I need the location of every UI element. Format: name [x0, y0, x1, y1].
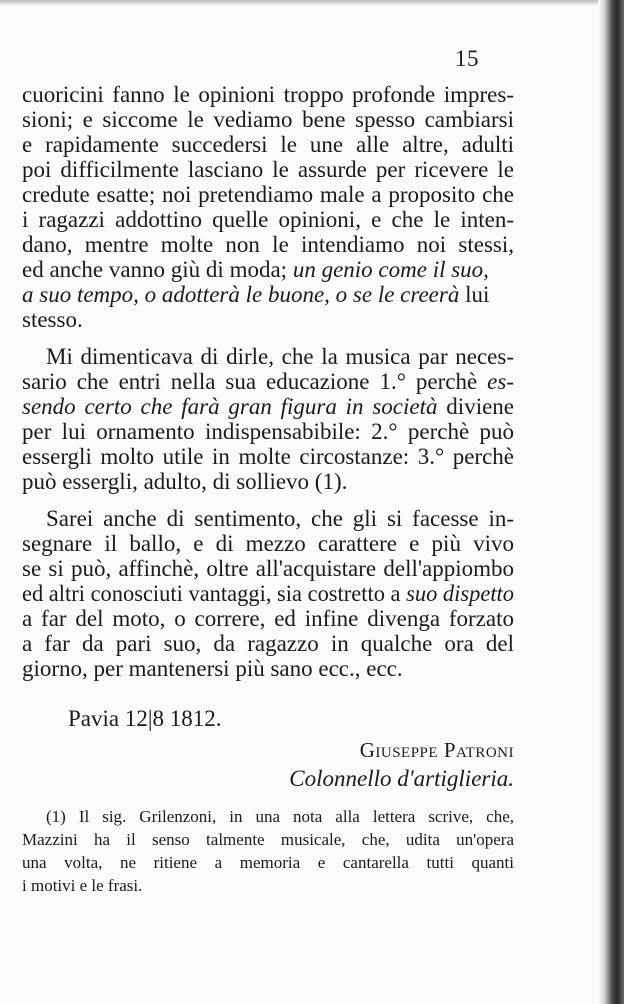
text-line: e rapidamente succedersi le une alle altre, adulti: [22, 132, 514, 157]
italic-segment: a suo tempo, o adotterà le buone, o se le creerà: [22, 282, 460, 307]
italic-segment: es-: [477, 369, 514, 394]
text-line: credute esatte; noi pretendiamo male a proposito che: [22, 182, 514, 207]
text-line-mixed: [22, 394, 514, 420]
text-segment: ed altri conosciuti vantaggi, sia costretto a: [22, 581, 401, 606]
signature-name: Giuseppe Patroni: [359, 738, 514, 762]
text-line-mixed: [22, 581, 515, 607]
text-line-mixed: [22, 282, 514, 308]
text-line: giorno, per mantenersi più sano ecc., ecc.: [22, 656, 403, 681]
text-line: a far da pari suo, da ragazzo in qualche ora del: [22, 631, 514, 656]
footnote-line: (1) Il sig. Grilenzoni, in una nota alla lettera scrive, che,: [46, 807, 514, 826]
page-number: 15: [455, 46, 479, 71]
text-line-mixed: [22, 257, 514, 283]
footnote-line: i motivi e le frasi.: [22, 876, 143, 895]
dateline: Pavia 12|8 1812.: [68, 706, 222, 731]
footnote-line: una volta, ne ritiene a memoria e cantarella tutti quanti: [22, 853, 514, 872]
signature-title: Colonnello d'artiglieria.: [289, 766, 514, 791]
italic-segment: un genio come il suo,: [292, 257, 489, 282]
italic-segment: sendo certo che farà gran figura in società: [22, 394, 438, 419]
text-segment: sario che entri nella sua educazione 1.° perchè: [22, 369, 478, 394]
page-top-shadow: [0, 0, 600, 6]
text-segment: diviene: [437, 394, 514, 419]
book-spine-shadow: [598, 0, 624, 1004]
text-line: stesso.: [22, 307, 83, 332]
text-line: i ragazzi addottino quelle opinioni, e che le inten-: [22, 207, 514, 232]
text-line: poi difficilmente lasciano le assurde per ricevere le: [22, 157, 514, 182]
text-line: cuoricini fanno le opinioni troppo profonde impres-: [22, 82, 514, 107]
text-line: segnare il ballo, e di mezzo carattere e più vivo: [22, 531, 514, 556]
text-segment: ed anche vanno giù di moda;: [22, 257, 288, 282]
footnote-line: Mazzini ha il senso talmente musicale, che, udita un'opera: [22, 830, 514, 849]
italic-segment: suo dispetto: [400, 581, 515, 606]
text-line: può essergli, adulto, di sollievo (1).: [22, 469, 348, 494]
text-line: sioni; e siccome le vediamo bene spesso cambiarsi: [22, 107, 514, 132]
text-line: a far del moto, o correre, ed infine divenga forzato: [22, 606, 514, 631]
text-line: Mi dimenticava di dirle, che la musica par neces-: [46, 344, 514, 369]
text-line: dano, mentre molte non le intendiamo noi stessi,: [22, 232, 514, 257]
text-segment: lui: [459, 282, 490, 307]
text-line: essergli molto utile in molte circostanze: 3.° perchè: [22, 444, 514, 469]
text-line: per lui ornamento indispensabibile: 2.° perchè può: [22, 419, 514, 444]
text-line: se si può, affinchè, oltre all'acquistare dell'appiombo: [22, 556, 514, 581]
text-line-mixed: [22, 369, 514, 395]
text-line: Sarei anche di sentimento, che gli si facesse in-: [46, 506, 514, 531]
